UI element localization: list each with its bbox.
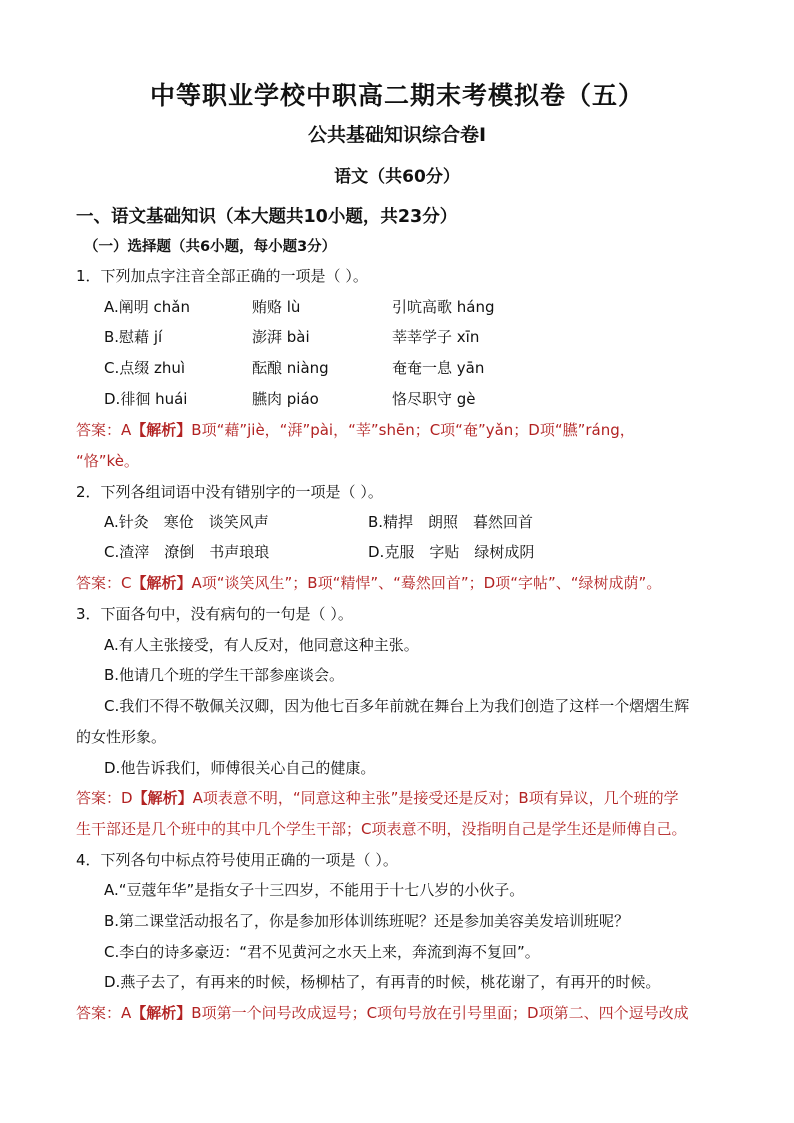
answer-label: 答案：A [76, 421, 132, 439]
q2-option-b: B.精捍 朗照 暮然回首 [368, 513, 534, 531]
q4-option-c: C.李白的诗多豪迈：“君不见黄河之水天上来，奔流到海不复回”。 [104, 943, 540, 961]
q3-option-a: A.有人主张接受，有人反对，他同意这种主张。 [104, 636, 419, 654]
exam-subtitle: 公共基础知识综合卷Ⅰ [307, 124, 487, 146]
q4-answer [76, 1003, 689, 1023]
q2-answer [76, 573, 661, 593]
exam-title: 中等职业学校中职高二期末考模拟卷（五） [149, 81, 644, 110]
q3-option-b: B.他请几个班的学生干部参座谈会。 [104, 666, 345, 684]
analysis-tag: 【解析】 [131, 421, 192, 439]
q4-option-b: B.第二课堂活动报名了，你是参加形体训练班呢？还是参加美容美发培训班呢？ [104, 912, 630, 930]
q3-option-c: C.我们不得不敬佩关汉卿，因为他七百多年前就在舞台上为我们创造了这样一个熠熠生辉 [104, 697, 690, 715]
q1-analysis-cont: “恪”kè。 [76, 452, 139, 470]
q1-d-col1: D.徘徊 huái [104, 390, 188, 408]
part-heading: （一）选择题（共6小题，每小题3分） [84, 239, 337, 255]
answer-label: 答案：A [76, 1004, 132, 1022]
q3-answer [76, 788, 679, 808]
q1-c-col3: 奄奄一息 yān [392, 359, 485, 377]
q2-option-d: D.克服 字贴 绿树成阴 [368, 543, 535, 561]
q2-option-c: C.渣滓 潦倒 书声琅琅 [104, 543, 270, 561]
q3-analysis-cont: 生干部还是几个班中的其中几个学生干部；C项表意不明，没指明自己是学生还是师傅自己。 [76, 820, 687, 838]
q3-option-d: D.他告诉我们，师傅很关心自己的健康。 [104, 759, 376, 777]
subject-heading: 语文（共60分） [334, 167, 460, 187]
analysis-tag: 【解析】 [131, 1004, 192, 1022]
section-heading: 一、语文基础知识（本大题共10小题，共23分） [76, 207, 458, 227]
answer-label: 答案：C [76, 574, 132, 592]
q1-a-col1: A.阐明 chǎn [104, 298, 190, 316]
analysis-text: B项“藉”jiè，“湃”pài，“莘”shēn；C项“奄”yǎn；D项“臙”ráng， [191, 421, 635, 439]
q4-option-a: A.“豆蔻年华”是指女子十三四岁，不能用于十七八岁的小伙子。 [104, 881, 525, 899]
analysis-text: A项表意不明，“同意这种主张”是接受还是反对；B项有异议，几个班的学 [192, 789, 679, 807]
q1-c-col1: C.点缀 zhuì [104, 359, 186, 377]
analysis-tag: 【解析】 [131, 574, 192, 592]
question-1-stem: 1．下列加点字注音全部正确的一项是（ ）。 [76, 267, 368, 285]
question-4-stem: 4．下列各句中标点符号使用正确的一项是（ ）。 [76, 851, 398, 869]
question-3-stem: 3．下面各句中，没有病句的一句是（ ）。 [76, 605, 353, 623]
analysis-text: B项第一个问号改成逗号；C项句号放在引号里面；D项第二、四个逗号改成 [191, 1004, 689, 1022]
q1-d-col3: 恪尽职守 gè [392, 390, 476, 408]
q1-a-col2: 贿赂 lù [252, 298, 301, 316]
q1-b-col1: B.慰藉 jí [104, 328, 163, 346]
q1-c-col2: 酝酿 niàng [252, 359, 329, 377]
q1-b-col2: 澎湃 bài [252, 328, 310, 346]
q4-option-d: D.燕子去了，有再来的时候，杨柳枯了，有再青的时候，桃花谢了，有再开的时候。 [104, 973, 661, 991]
q1-b-col3: 莘莘学子 xīn [392, 328, 480, 346]
answer-label: 答案：D [76, 789, 133, 807]
q2-option-a: A.针灸 寒伧 谈笑风声 [104, 513, 269, 531]
q1-d-col2: 臙肉 piáo [252, 390, 319, 408]
analysis-tag: 【解析】 [132, 789, 193, 807]
q1-a-col3: 引吭高歌 háng [392, 298, 495, 316]
question-2-stem: 2．下列各组词语中没有错别字的一项是（ ）。 [76, 483, 383, 501]
q3-option-c-cont: 的女性形象。 [76, 728, 167, 746]
analysis-text: A项“谈笑风生”；B项“精悍”、“蓦然回首”；D项“字帖”、“绿树成荫”。 [191, 574, 662, 592]
q1-answer [76, 420, 635, 440]
